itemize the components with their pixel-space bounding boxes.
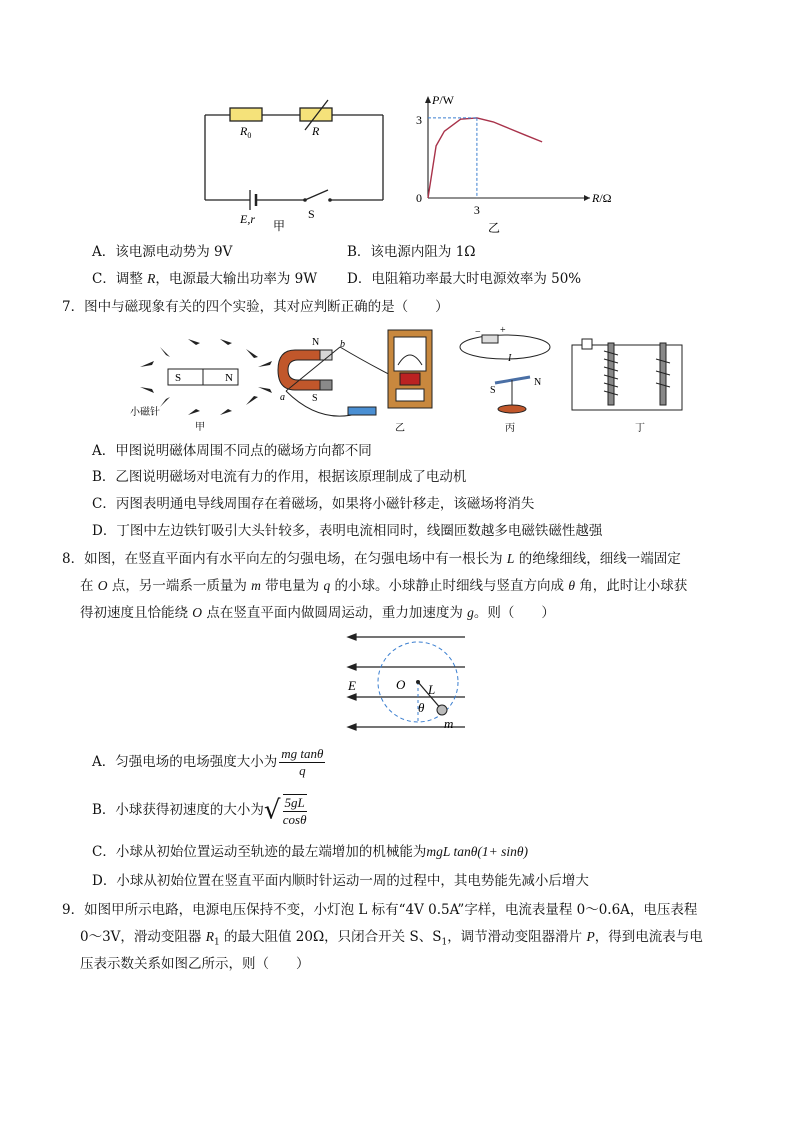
q9-stem-line2: 0～3V，滑动变阻器 $R_1$ 的最大阻值 20Ω，只闭合开关 S、$S_1$，调节滑动变阻器滑片 P，得到电流表与电 xyxy=(80,929,703,948)
q6-power-chart xyxy=(410,90,612,235)
x-tick-3: 3 xyxy=(473,203,480,217)
q6-c-var: R xyxy=(147,271,156,286)
q6-c-pre: C．调整 xyxy=(92,271,148,287)
svg-text:甲: 甲 xyxy=(195,422,205,433)
svg-text:S: S xyxy=(175,372,182,384)
svg-text:I: I xyxy=(508,353,512,364)
power-curve xyxy=(428,118,542,198)
fig-jia-bar-magnet xyxy=(130,339,272,433)
svg-text:S: S xyxy=(312,393,318,404)
svg-text:乙: 乙 xyxy=(395,423,405,434)
q6-circuit-figure xyxy=(200,100,400,233)
q8-stem-line3: 得初速度且恰能绕 O 点在竖直平面内做圆周运动，重力加速度为 g。则（ ） xyxy=(80,605,555,621)
q7-stem: 7．图中与磁现象有关的四个实验，其对应判断正确的是（ ） xyxy=(62,299,449,315)
rheostat-r xyxy=(300,108,332,121)
svg-text:丙: 丙 xyxy=(505,423,515,434)
svg-text:N: N xyxy=(312,337,320,348)
svg-text:N: N xyxy=(225,372,233,384)
svg-text:−: − xyxy=(475,327,481,338)
r-label: R xyxy=(312,124,320,138)
xlabel: R/Ω xyxy=(592,191,612,205)
q8-option-a[interactable]: A．匀强电场的电场强度大小为 $\frac{\text{mg tanθ}}{q}$ xyxy=(92,746,324,778)
ylabel: P/W xyxy=(432,93,455,107)
svg-text:小磁针: 小磁针 xyxy=(130,407,160,418)
q7-option-c[interactable]: C．丙图表明通电导线周围存在着磁场，如果将小磁针移走，该磁场将消失 xyxy=(92,496,535,512)
r0-label: $R_0$ xyxy=(240,124,252,140)
q6-option-d[interactable]: D．电阻箱功率最大时电源效率为 50% xyxy=(347,271,582,287)
s-label: S xyxy=(308,207,315,221)
caption-jia: 甲 xyxy=(273,219,286,233)
svg-text:a: a xyxy=(280,392,285,403)
q8-option-c[interactable]: C．小球从初始位置运动至轨迹的最左端增加的机械能为mgL tanθ(1+ sinθ) xyxy=(92,844,528,860)
ball-m xyxy=(437,705,447,715)
fig-bing-oersted xyxy=(460,325,550,434)
svg-text:S: S xyxy=(490,385,496,396)
fig-ding-electromagnets xyxy=(572,339,682,434)
svg-text:E: E xyxy=(348,678,356,693)
fig-yi-galvanometer xyxy=(278,330,432,434)
q8-field-figure xyxy=(340,632,480,742)
q8-option-b[interactable]: B．小球获得初速度的大小为√ $\frac{5gL}{\cos\theta}$ xyxy=(92,794,307,827)
q8-stem-line1: 8．如图，在竖直平面内有水平向左的匀强电场，在匀强电场中有一根长为 L 的绝缘细线，细线一端固定 xyxy=(62,551,681,567)
svg-text:b: b xyxy=(340,339,345,350)
svg-text:丁: 丁 xyxy=(635,423,645,434)
svg-text:O: O xyxy=(396,677,406,692)
q7-option-d[interactable]: D．丁图中左边铁钉吸引大头针较多，表明电流相同时，线圈匝数越多电磁铁磁性越强 xyxy=(92,523,603,539)
q9-stem-line3: 压表示数关系如图乙所示，则（ ） xyxy=(80,956,310,972)
q7-option-b[interactable]: B．乙图说明磁场对电流有力的作用，根据该原理制成了电动机 xyxy=(92,469,467,485)
q6-option-c[interactable] xyxy=(92,269,317,289)
svg-text:L: L xyxy=(428,682,436,697)
svg-text:θ: θ xyxy=(418,700,425,715)
q6-c-post: ，电源最大输出功率为 9W xyxy=(155,271,318,287)
q9-stem-line1: 9．如图甲所示电路，电源电压保持不变，小灯泡 L 标有“4V 0.5A”字样，电流表量程 0～0.6A，电压表程 xyxy=(62,902,698,918)
r0-resistor xyxy=(230,108,262,121)
svg-text:N: N xyxy=(534,377,542,388)
q7-option-a[interactable]: A．甲图说明磁体周围不同点的磁场方向都不同 xyxy=(92,443,372,459)
q8-stem-line2: 在 O 点，另一端系一质量为 m 带电量为 q 的小球。小球静止时细线与竖直方向成 θ 角，此时让小球获 xyxy=(80,578,688,594)
origin-label: 0 xyxy=(416,191,422,205)
caption-yi: 乙 xyxy=(488,221,501,235)
q7-figures xyxy=(120,325,700,435)
svg-text:+: + xyxy=(500,325,506,336)
switch-s xyxy=(305,190,328,200)
q8-option-d[interactable]: D．小球从初始位置在竖直平面内顺时针运动一周的过程中，其电势能先减小后增大 xyxy=(92,873,589,889)
y-tick-3: 3 xyxy=(416,113,422,127)
q6-option-b[interactable]: B．该电源内阻为 1Ω xyxy=(347,244,476,260)
er-label: E,r xyxy=(240,212,255,226)
svg-text:m: m xyxy=(444,716,454,731)
q6-option-a[interactable]: A．该电源电动势为 9V xyxy=(92,244,233,260)
